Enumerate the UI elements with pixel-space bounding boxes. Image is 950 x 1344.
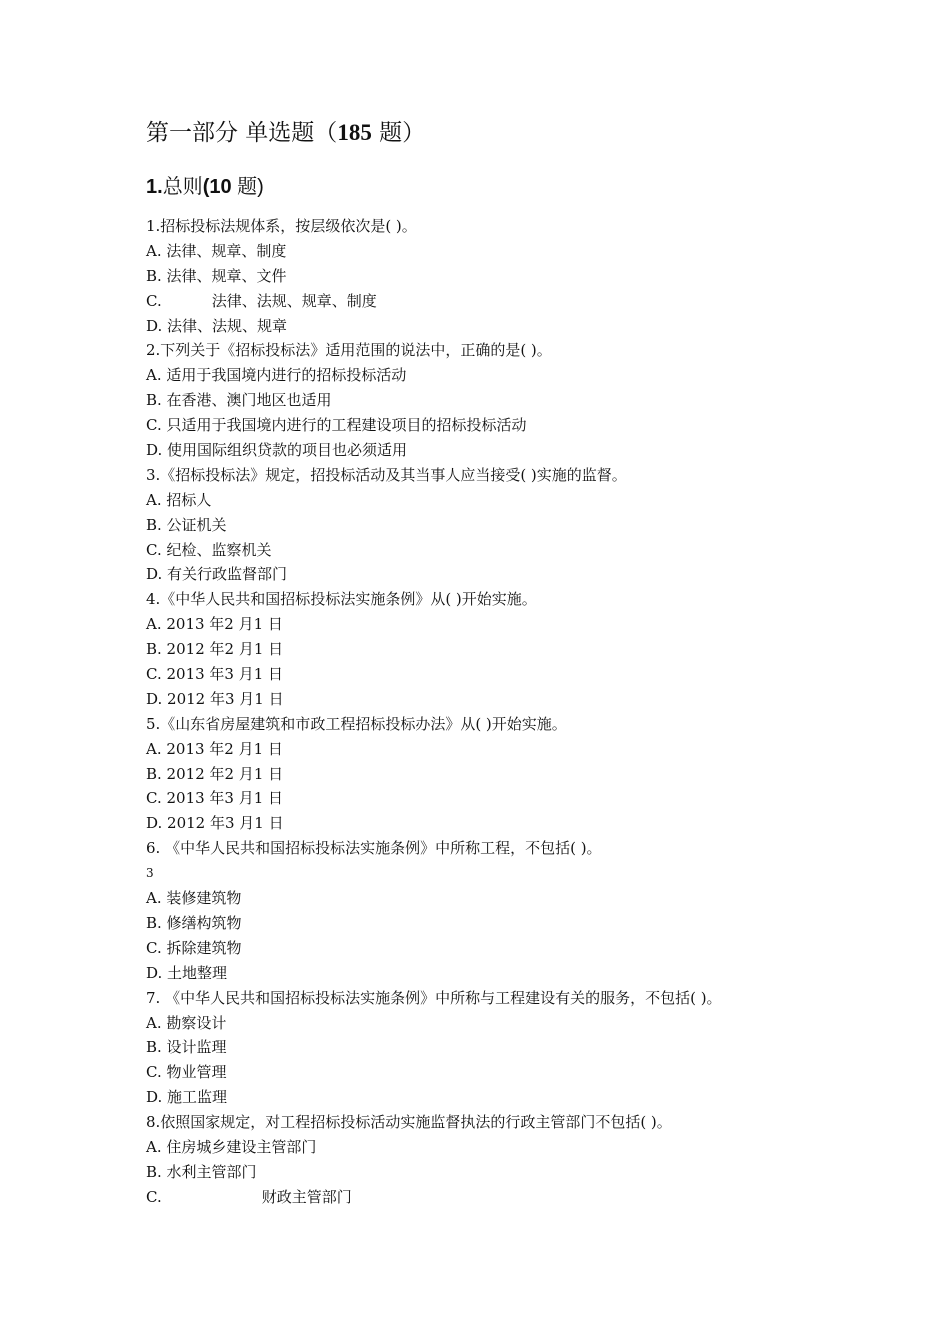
option-line: D. 2012 年3 月1 日	[146, 814, 284, 833]
option-line: D. 法律、法规、规章	[146, 316, 288, 335]
page-number: 3	[146, 866, 154, 881]
option-line: B. 法律、规章、文件	[146, 266, 287, 285]
question-line: 3.《招标投标法》规定，招投标活动及其当事人应当接受( )实施的监督。	[146, 465, 627, 484]
section-title	[146, 174, 264, 200]
option-line: B. 公证机关	[146, 515, 227, 534]
option-line: D. 施工监理	[146, 1088, 228, 1107]
question-line: 4.《中华人民共和国招标投标法实施条例》从( )开始实施。	[146, 590, 537, 609]
option-line: D. 有关行政监督部门	[146, 565, 288, 584]
question-line: 5.《山东省房屋建筑和市政工程招标投标办法》从( )开始实施。	[146, 714, 567, 733]
part-title-count: 185	[337, 120, 372, 145]
option-line	[146, 289, 926, 314]
option-line: C. 2013 年3 月1 日	[146, 665, 284, 684]
section-suffix: 题)	[231, 176, 264, 198]
option-line: C. 物业管理	[146, 1063, 227, 1082]
question-line: 6. 《中华人民共和国招标投标法实施条例》中所称工程，不包括( )。	[146, 839, 602, 858]
option-line: D. 使用国际组织贷款的项目也必须适用	[146, 441, 408, 460]
option-line	[146, 1185, 926, 1210]
option-line: A. 2013 年2 月1 日	[146, 739, 283, 758]
option-line: A. 住房城乡建设主管部门	[146, 1137, 317, 1156]
option-line: C. 只适用于我国境内进行的工程建设项目的招标投标活动	[146, 416, 527, 435]
option-line: B. 水利主管部门	[146, 1162, 257, 1181]
option-line: B. 修缮构筑物	[146, 913, 242, 932]
option-line: B. 设计监理	[146, 1038, 227, 1057]
section-name: 总则	[162, 176, 203, 198]
question-line: 2.下列关于《招标投标法》适用范围的说法中，正确的是( )。	[146, 341, 552, 360]
option-line: A. 2013 年2 月1 日	[146, 615, 283, 634]
option-line: A. 装修建筑物	[146, 889, 242, 908]
part-title-suffix: 题）	[371, 120, 426, 146]
option-letter: C.	[146, 291, 162, 310]
question-list	[146, 214, 926, 1210]
question-line: 7. 《中华人民共和国招标投标法实施条例》中所称与工程建设有关的服务，不包括( )。	[146, 988, 722, 1007]
option-line: A. 法律、规章、制度	[146, 241, 287, 260]
option-line: B. 在香港、澳门地区也适用	[146, 391, 332, 410]
option-line: B. 2012 年2 月1 日	[146, 640, 284, 659]
option-line: A. 招标人	[146, 490, 212, 509]
option-line: A. 勘察设计	[146, 1013, 227, 1032]
section-number: 1.	[146, 176, 163, 198]
option-letter: C.	[146, 1187, 162, 1206]
option-line: D. 2012 年3 月1 日	[146, 689, 284, 708]
part-title	[146, 118, 425, 148]
section-count: (10	[202, 176, 232, 198]
option-line: B. 2012 年2 月1 日	[146, 764, 284, 783]
option-line: D. 土地整理	[146, 963, 228, 982]
option-line: C. 拆除建筑物	[146, 938, 242, 957]
question-line: 1.招标投标法规体系，按层级依次是( )。	[146, 217, 417, 235]
part-title-prefix: 第一部分 单选题（	[146, 120, 338, 146]
option-text: 法律、法规、规章、制度	[211, 291, 377, 310]
option-text: 财政主管部门	[261, 1187, 352, 1206]
option-line: C. 纪检、监察机关	[146, 540, 272, 559]
option-line: C. 2013 年3 月1 日	[146, 789, 284, 808]
question-line: 8.依照国家规定，对工程招标投标活动实施监督执法的行政主管部门不包括( )。	[146, 1113, 672, 1132]
option-line: A. 适用于我国境内进行的招标投标活动	[146, 366, 407, 385]
